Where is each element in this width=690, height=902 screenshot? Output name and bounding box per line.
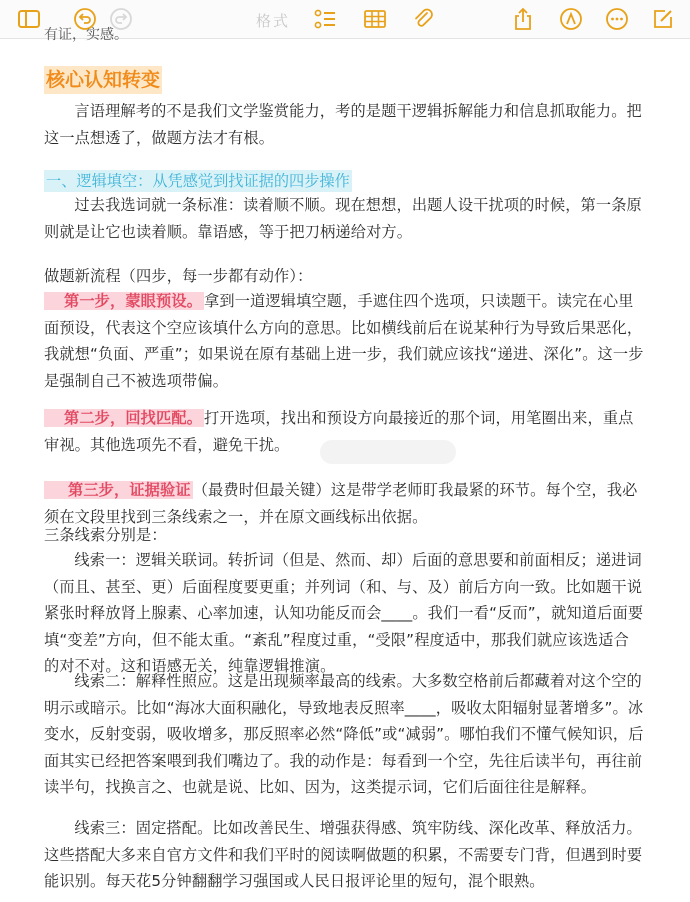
step-one-label: 第一步，蒙眼预设。	[44, 292, 204, 310]
step-three-text: （最费时但最关键）这是带学老师盯我最紧的环节。每个空，我必须在文段里找到三条线索之一，并在原文画线标出依据。	[44, 481, 638, 526]
checklist-icon[interactable]	[312, 6, 338, 32]
step-two-label: 第二步，回找匹配。	[44, 409, 204, 427]
intro-paragraph: 言语理解考的不是我们文学鉴赏能力，考的是题干逻辑拆解能力和信息抓取能力。把这一点想透了，做题方法才有根。	[44, 102, 642, 147]
share-icon[interactable]	[510, 6, 536, 32]
clue-two-paragraph: 线索二：解释性照应。这是出现频率最高的线索。大多数空格前后都藏着对这个空的明示或暗示。比如“海冰大面积融化，导致地表反照率____，吸收太阳辐射显著增多”。冰变水，反射变弱，吸收增多，那反照率必然“降低”或“减弱”。哪怕我们不懂气候知识，后面其实已经把答案喂到我们嘴边了。我的动作是：每看到一个空，先往后读半句，再往前读半句，找换言之、也就是说、比如、因为，这类提示词，它们后面往往是解释。	[44, 672, 644, 796]
scrolled-text-fragment: 有证，实感。	[44, 27, 128, 42]
clue-three-paragraph: 线索三：固定搭配。比如改善民生、增强获得感、筑牢防线、深化改革、释放活力。这些搭配大多来自官方文件和我们平时的阅读啊做题的积累，不需要专门背，但遇到时要能识别。每天花5分钟翻翻学习强国或人民日报评论里的短句，混个眼熟。	[44, 819, 643, 890]
section-title: 一、逻辑填空：从凭感觉到找证据的四步操作	[46, 172, 350, 190]
step-one-text: 拿到一道逻辑填空题，手遮住四个选项，只读题干。读完在心里面预设，代表这个空应该填什么方向的意思。比如横线前后在说某种行为导致后果恶化，我就想“负面、严重”；如果说在原有基础上进一步，我们就应该找“递进、深化”。这一步是强制自己不被选项带偏。	[44, 292, 644, 390]
toolbar-format-label[interactable]: 格式	[256, 12, 291, 30]
clue-one-paragraph: 线索一：逻辑关联词。转折词（但是、然而、却）后面的意思要和前面相反；递进词（而且、甚至、更）后面程度要更重；并列词（和、与、及）前后方向一致。比如题干说紧张时释放肾上腺素、心率加速，认知功能反而会____。我们一看“反而”，就知道后面要填“变差”方向，但不能太重。“紊乱”程度过重，“受限”程度适中，那我们就应该选适合的对不对。这和语感无关，纯靠逻辑推演。	[44, 551, 644, 675]
section-paragraph: 过去我选词就一条标准：读着顺不顺。现在想想，出题人设干扰项的时候，第一条原则就是让它也读着顺。靠语感，等于把刀柄递给对方。	[44, 196, 642, 241]
flow-title: 做题新流程（四步，每一步都有动作）：	[44, 267, 313, 285]
step-three-label: 第三步，证据验证	[44, 481, 193, 499]
attachment-icon[interactable]	[410, 6, 436, 32]
sidebar-icon[interactable]	[16, 6, 42, 32]
section-heading: 核心认知转变	[44, 66, 162, 94]
markup-icon[interactable]	[558, 6, 584, 32]
clues-title: 三条线索分别是：	[44, 526, 167, 544]
compose-icon[interactable]	[650, 6, 676, 32]
more-icon[interactable]	[604, 6, 630, 32]
selection-popup[interactable]	[320, 440, 456, 464]
step-two-text: 打开选项，找出和预设方向最接近的那个词，用笔圈出来，重点审视。其他选项先不看，避免干扰。	[44, 409, 634, 454]
table-icon[interactable]	[362, 6, 388, 32]
step-one-paragraph	[44, 288, 644, 394]
